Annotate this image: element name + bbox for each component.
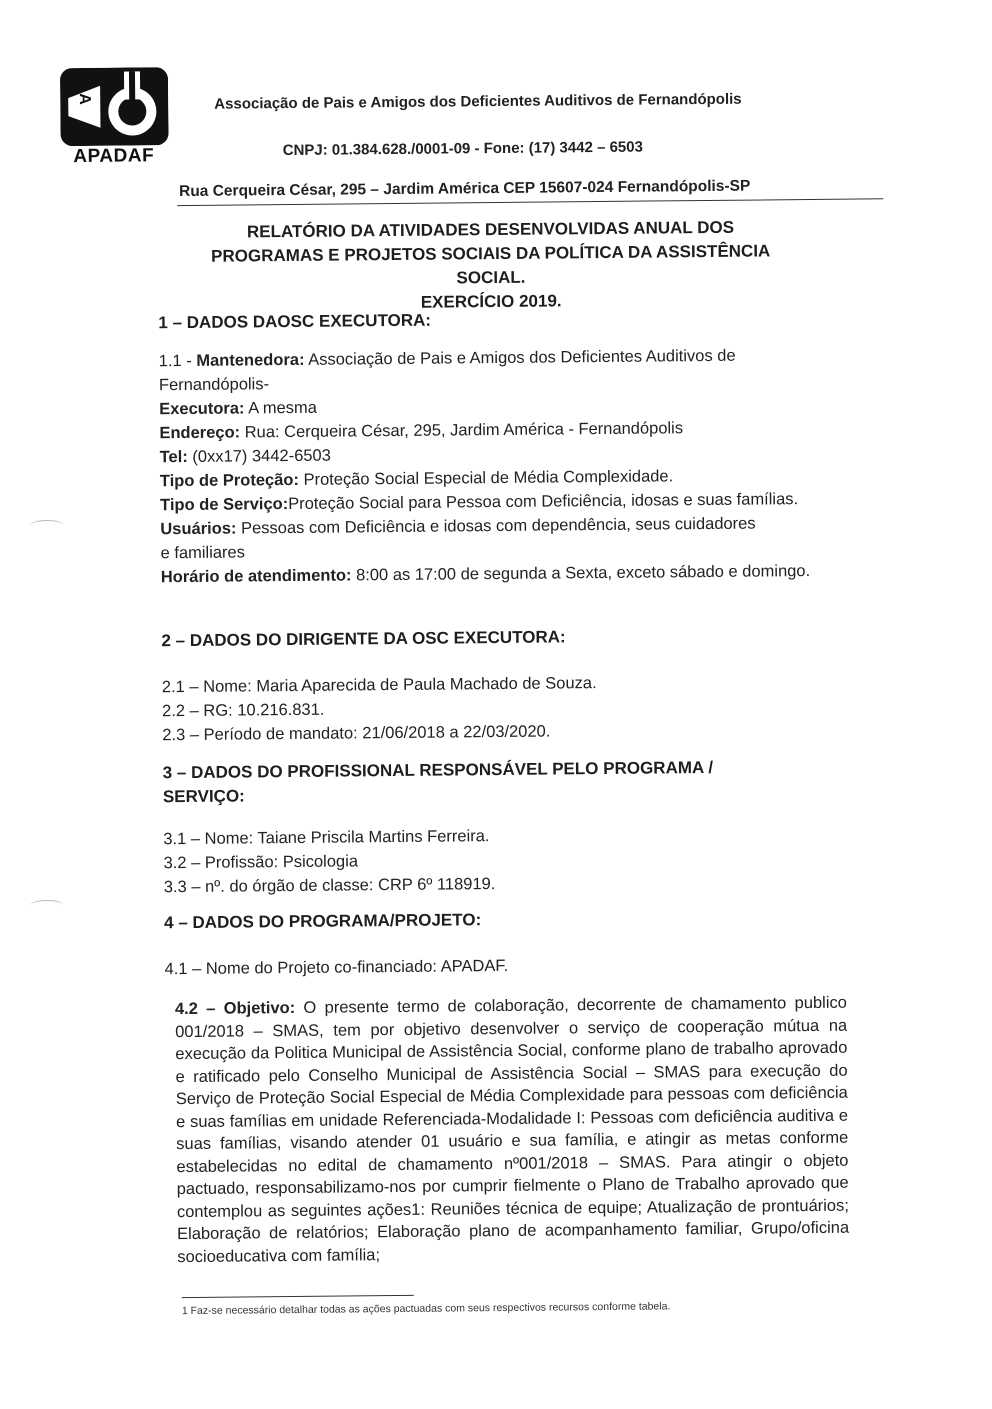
section2-heading: 2 – DADOS DO DIRIGENTE DA OSC EXECUTORA: (161, 627, 566, 651)
dirigente-rg: 2.2 – RG: 10.216.831. (162, 700, 325, 721)
section3-body (163, 821, 844, 900)
org-name: Associação de Pais e Amigos dos Deficientes Auditivos de Fernandópolis (214, 90, 742, 113)
tel-label: Tel: (159, 447, 188, 467)
section4-heading: 4 – DADOS DO PROGRAMA/PROJETO: (164, 910, 482, 933)
servico-value: Proteção Social para Pessoa com Deficiência, idosas e suas famílias. (288, 490, 799, 514)
tel-value: (0xx17) 3442-6503 (187, 446, 331, 466)
title-line: SOCIAL. (456, 267, 526, 288)
footnote-divider (182, 1295, 414, 1298)
title-line: RELATÓRIO DA ATIVIDADES DESENVOLVIDAS ANUAL DOS (246, 217, 735, 242)
logo-text: APADAF (73, 145, 155, 168)
executora-value: A mesma (244, 398, 318, 418)
section1-heading: 1 – DADOS DAOSC EXECUTORA: (158, 310, 432, 333)
servico-label: Tipo de Serviço: (160, 495, 289, 515)
endereco-value: Rua: Cerqueira César, 295, Jardim América - Fernandópolis (240, 419, 684, 442)
horario-label: Horário de atendimento: (160, 566, 352, 587)
cnpj-line: CNPJ: 01.384.628./0001-09 - Fone: (17) 3442 – 6503 (282, 138, 643, 160)
ear-logo-icon (60, 67, 169, 146)
usuarios-value: Pessoas com Deficiência e idosas com dependência, seus cuidadores e familiares (160, 514, 756, 563)
usuarios-row (160, 511, 760, 565)
endereco-label: Endereço: (159, 423, 241, 443)
dirigente-nome: 2.1 – Nome: Maria Aparecida de Paula Machado de Souza. (161, 674, 597, 697)
footnote: 1 Faz-se necessário detalhar todas as ações pactuadas com seus respectivos recursos conforme tabela. (181, 1300, 671, 1318)
executora-label: Executora: (159, 399, 245, 419)
address-line: Rua Cerqueira César, 295 – Jardim América CEP 15607-024 Fernandópolis-SP (179, 177, 751, 201)
section3-heading-cont: SERVIÇO: (162, 786, 245, 807)
horario-row (161, 559, 841, 590)
mantenedora-label: Mantenedora: (196, 350, 305, 370)
horario-value: 8:00 as 17:00 de segunda a Sexta, exceto sábado e domingo. (351, 562, 811, 585)
objetivo-paragraph (175, 992, 850, 1268)
protecao-label: Tipo de Proteção: (159, 470, 300, 491)
profissional-registro: 3.3 – nº. do órgão de classe: CRP 6º 118919. (163, 875, 496, 897)
report-title (165, 215, 816, 317)
usuarios-label: Usuários: (160, 519, 237, 539)
objetivo-text: O presente termo de colaboração, decorrente de chamamento publico 001/2018 – SMAS, tem por objetivo desenvolver o serviço de cooperação mútua na execução da Politica Municipal de Assistência Social, conforme plano de trabalho aprovado e ratificado pelo Conselho Municipal de Assistência Social – SMAS para execução do Serviço de Proteção Social Especial de Média Complexidade para pessoas com deficiência e suas famílias em unidade Referenciada-Modalidade I: Pessoas com deficiência auditiva e suas famílias, visando atender 01 usuário e sua família, e atingir as metas conforme estabelecidas no edital de chamamento nº001/2018 – SMAS. Para atingir o objeto pactuado, responsabilizamo-nos por cumprir fielmente o Plano de Trabalho aprovado que contemplou as seguintes ações1: Reuniões técnica de equipe; Atualização de prontuários; Elaboração de relatórios; Elaboração plano de acompanhamento familiar, Grupo/oficina socioeducativa com família; (175, 993, 850, 1266)
projeto-nome: 4.1 – Nome do Projeto co-financiado: APADAF. (164, 956, 509, 979)
objetivo-label: 4.2 – Objetivo: (174, 998, 296, 1019)
mantenedora-value: Associação de Pais e Amigos dos Deficientes Auditivos de Fernandópolis- (158, 346, 736, 395)
dirigente-mandato: 2.3 – Período de mandato: 21/06/2018 a 22/03/2020. (162, 722, 551, 745)
punch-mark (30, 900, 64, 911)
logo-letter: A (75, 93, 94, 105)
apadaf-logo (54, 67, 173, 168)
mantenedora-prefix: 1.1 - (158, 351, 197, 371)
profissional-nome: 3.1 – Nome: Taiane Priscila Martins Ferreira. (163, 827, 490, 849)
section3-heading: 3 – DADOS DO PROFISSIONAL RESPONSÁVEL PELO PROGRAMA / (162, 757, 714, 783)
punch-mark (30, 520, 64, 531)
protecao-value: Proteção Social Especial de Média Complexidade. (298, 467, 674, 489)
title-line: PROGRAMAS E PROJETOS SOCIAIS DA POLÍTICA DA ASSISTÊNCIA (211, 241, 771, 266)
title-year: EXERCÍCIO 2019. (420, 291, 562, 312)
mantenedora-row (159, 343, 839, 398)
profissional-profissao: 3.2 – Profissão: Psicologia (163, 852, 359, 873)
section2-body (162, 669, 843, 748)
section1-body (159, 343, 841, 590)
